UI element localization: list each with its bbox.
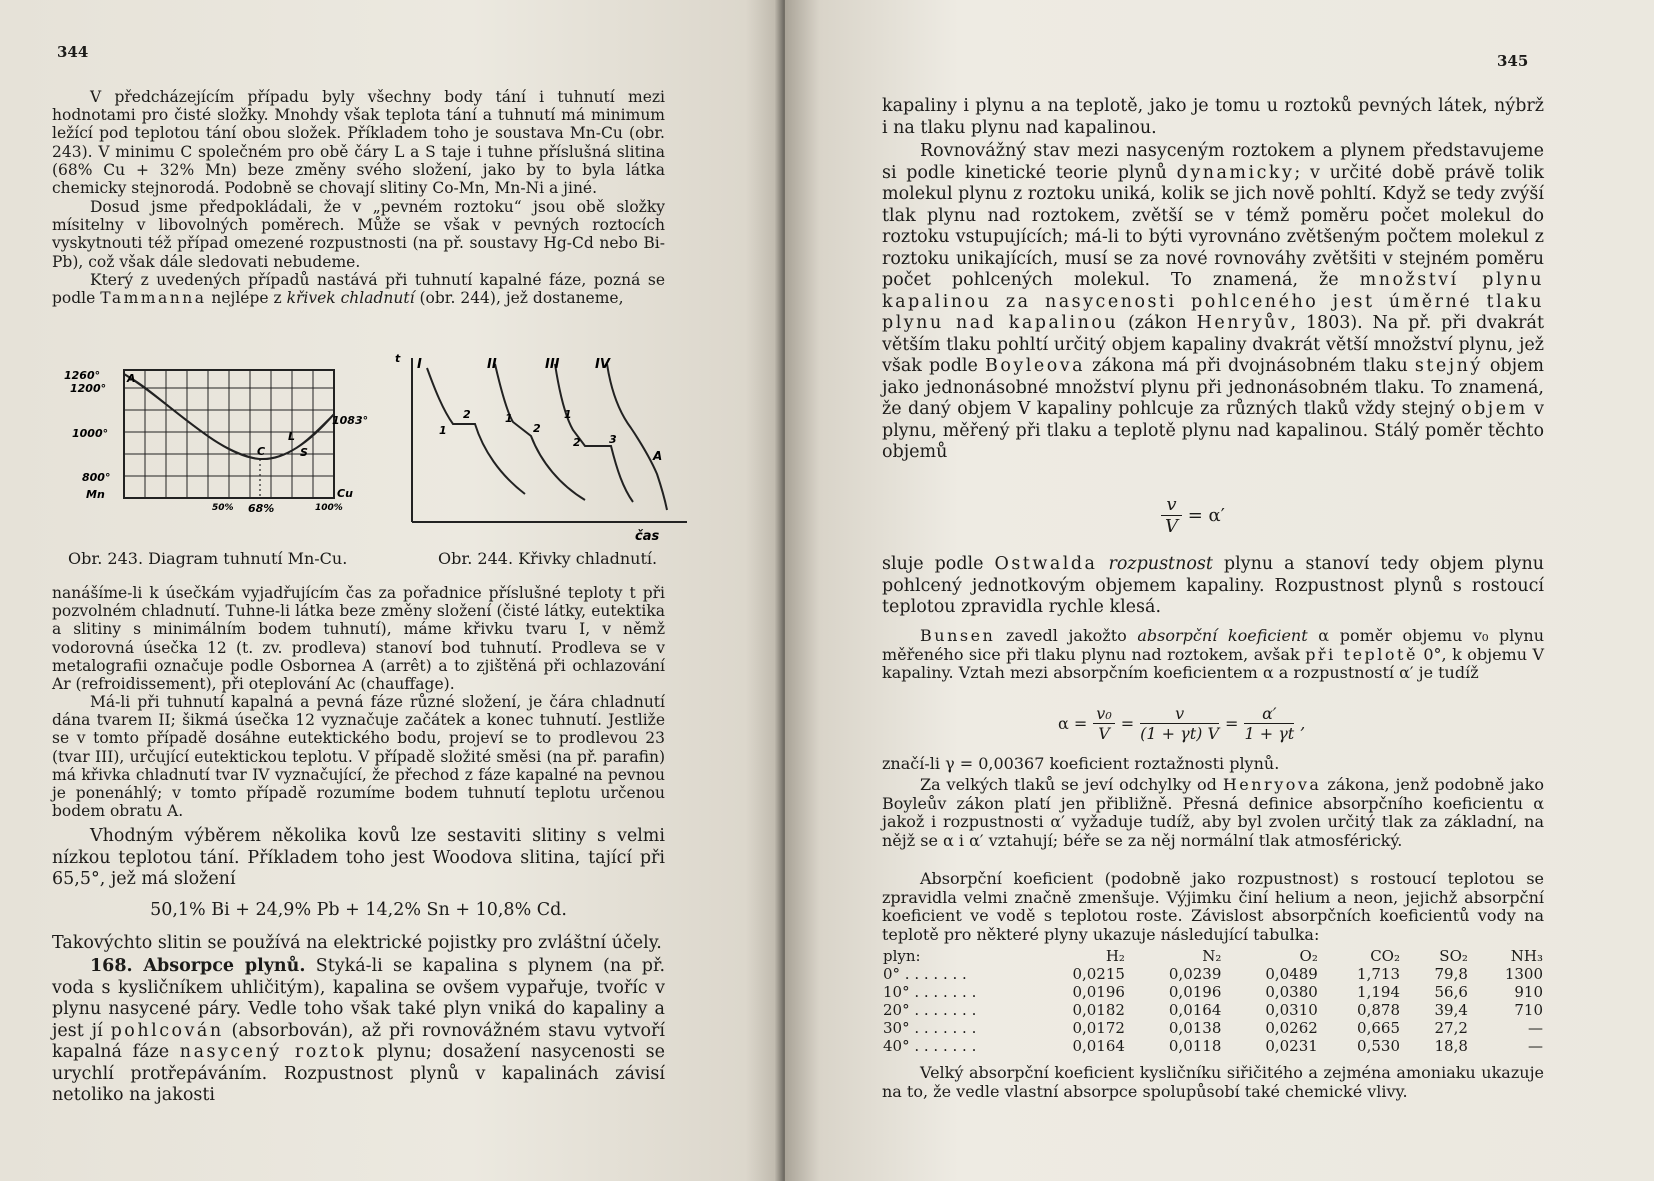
table-header-row <box>877 947 1549 965</box>
fig244-label: 2 <box>533 422 541 435</box>
fig244-label: I <box>417 357 422 372</box>
table-cell: 0,0231 <box>1265 1037 1318 1055</box>
fig243-label: 1000° <box>72 427 109 440</box>
table-cell: 39,4 <box>1434 1001 1468 1019</box>
table-cell: 79,8 <box>1434 965 1468 983</box>
fig244-label: 1 <box>439 424 447 437</box>
table-cell: 10° . . . . . . . <box>883 983 977 1001</box>
table-header: O₂ <box>1299 947 1318 965</box>
fig243-label: C <box>257 445 266 458</box>
paragraph: Vhodným výběrem několika kovů lze sestaviti slitiny s velmi nízkou teplotou tání. Příkladem toho jest Woodova slitina, tající při 65,5°, jež má složení <box>52 826 665 889</box>
table-header: N₂ <box>1202 947 1222 965</box>
paragraph: Který z uvedených případů nastává při tuhnutí kapalné fáze, pozná se podle Tammanna nejlépe z křivek chladnutí (obr. 244), jež dostaneme, <box>52 271 665 308</box>
paragraph: Absorpční koeficient (podobně jako rozpustnost) s rostoucí teplotou se zpravidla velmi značně zmenšuje. Výjimku činí helium a neon, jejichž absorpční koeficient ve vodě s teplotou roste. Závislost absorpčních koeficientů vody na teplotě pro některé plyny ukazuje následující tabulka: <box>882 869 1544 944</box>
table-cell: 1300 <box>1504 965 1543 983</box>
section-title: 168. Absorpce plynů. <box>90 956 306 976</box>
table-cell: 0,0138 <box>1168 1019 1222 1037</box>
fig243-label: 50% <box>212 503 234 513</box>
page-number: 344 <box>57 43 89 61</box>
paragraph: Dosud jsme předpokládali, že v „pevném roztoku“ jsou obě složky mísitelny v libovolných poměrech. Může se však v pevných roztocích vyskytnouti též případ omezené rozpustnosti (na př. soustavy Hg-Cd nebo Bi-Pb), což však dále sledovati nebudeme. <box>52 198 665 271</box>
fig244-label: IV <box>595 357 610 372</box>
table-cell: 0° . . . . . . . <box>883 965 967 983</box>
figure-caption: Obr. 244. Křivky chladnutí. <box>438 549 658 568</box>
formula: 50,1% Bi + 24,9% Pb + 14,2% Sn + 10,8% Cd. <box>150 900 567 920</box>
table-cell: 0,0380 <box>1265 983 1318 1001</box>
table-cell: 1,194 <box>1357 983 1400 1001</box>
table-cell: 40° . . . . . . . <box>883 1037 977 1055</box>
table-header: NH₃ <box>1510 947 1543 965</box>
table-cell: — <box>1528 1019 1543 1037</box>
table-cell: 56,6 <box>1434 983 1468 1001</box>
figure-244-cooling-curves <box>395 350 695 540</box>
fig244-label: II <box>487 357 497 372</box>
absorption-table <box>877 947 1549 1055</box>
left-page <box>0 0 785 1181</box>
table-cell: 30° . . . . . . . <box>883 1019 977 1037</box>
paragraph: sluje podle Ostwalda rozpustnost plynu a stanoví tedy objem plynu pohlcený jednotkovým objemem kapaliny. Rozpustnost plynů s rostoucí teplotou zpravidla rychle klesá. <box>882 554 1544 617</box>
table-cell: 0,0182 <box>1072 1001 1125 1019</box>
table-cell: 0,0215 <box>1072 965 1125 983</box>
table-cell: 0,0172 <box>1072 1019 1125 1037</box>
table-row <box>877 1019 1549 1037</box>
fig243-label: Cu <box>337 487 353 500</box>
paragraph: nanášíme-li k úsečkám vyjadřujícím čas za pořadnice příslušné teploty t při pozvolném chladnutí. Tuhne-li látka beze změny složení (čisté látky, eutektika a slitiny s minimálním bodem tuhnutí), máme křivku tvaru I, v němž vodorovná úsečka 12 (t. zv. prodleva) stanoví bod tuhnutí. Prodleva se v metalografii označuje podle Osbornea A (arrêt) a to zjištěná při ochlazování Ar (refroidissement), při oteplování Ac (chauffage). <box>52 584 665 694</box>
paragraph: Za velkých tlaků se jeví odchylky od Henryova zákona, jenž podobně jako Boyleův zákon platí jen přibližně. Přesná definice absorpčního koeficientu α jakož i rozpustnosti α′ vyžaduje tudíž, aby byl zvolen určitý tlak za základní, na nějž se α i α′ vztahují; béře se za něj normální tlak atmosférický. <box>882 775 1545 850</box>
table-cell: 0,0164 <box>1168 1001 1222 1019</box>
table-cell: — <box>1528 1037 1543 1055</box>
fig244-label: A <box>653 449 663 463</box>
fig244-label: 2 <box>463 408 471 421</box>
fig243-label: A <box>127 372 136 385</box>
table-cell: 27,2 <box>1434 1019 1468 1037</box>
paragraph: Takovýchto slitin se používá na elektrické pojistky pro zvláštní účely. <box>52 933 662 953</box>
table-header: H₂ <box>1105 947 1125 965</box>
fig244-label: t <box>395 352 401 365</box>
figure-caption: Obr. 243. Diagram tuhnutí Mn-Cu. <box>68 549 348 568</box>
fig244-label: 3 <box>609 433 617 446</box>
figure-243-diagram <box>60 362 370 542</box>
paragraph: 168. Absorpce plynů. Styká-li se kapalina s plynem (na př. voda s kysličníkem uhličitým), kapalina se ovšem vypařuje, tvoříc v plynu nasycené páry. Vedle toho však také plyn vniká do kapaliny a jest jí pohlcován (absorbován), až při rovnovážném stavu vytvoří kapalná fáze nasycený roztok plynu; dosažení nasycenosti se urychlí protřepáváním. Rozpustnost plynů v kapalinách závisí netoliko na jakosti <box>52 956 666 1105</box>
paragraph: značí-li γ = 0,00367 koeficient roztažnosti plynů. <box>882 754 1280 773</box>
table-header: SO₂ <box>1439 947 1468 965</box>
table-cell: 0,0196 <box>1072 983 1125 1001</box>
table-row <box>877 983 1549 1001</box>
fig243-label: Mn <box>86 488 105 501</box>
table-cell: 0,0310 <box>1265 1001 1318 1019</box>
fig243-label: S <box>300 446 308 459</box>
table-cell: 1,713 <box>1357 965 1400 983</box>
table-cell: 0,0489 <box>1265 965 1318 983</box>
equation-alpha-prime: $\frac{v}{V}$ = α′ <box>1161 494 1225 537</box>
paragraph: Má-li při tuhnutí kapalná a pevná fáze různé složení, je čára chladnutí dána tvarem II; šikmá úsečka 12 vyznačuje začátek a konec tuhnutí. Jestliže se v tomto případě dosáhne eutektického bodu, projeví se to prodlevou 23 (tvar III), určující eutektickou teplotu. V případě složité směsi (na př. parafin) má křivka chladnutí tvar IV vyznačující, že přechod z fáze kapalné na pevnou je ponenáhlý; v tomto případě rozumíme bodem tuhnutí teplotu určenou bodem obratu A. <box>52 693 665 821</box>
fig244-label: 2 <box>573 436 581 449</box>
paragraph: Velký absorpční koeficient kysličníku siřičitého a zejména amoniaku ukazuje na to, že vedle vlastní absorpce spolupůsobí také chemické vlivy. <box>882 1063 1544 1101</box>
table-cell: 0,530 <box>1357 1037 1400 1055</box>
paragraph: kapaliny i plynu a na teplotě, jako je tomu u roztoků pevných látek, nýbrž i na tlaku plynu nad kapalinou. <box>882 96 1544 138</box>
fig244-label: III <box>545 357 560 372</box>
table-cell: 0,878 <box>1357 1001 1400 1019</box>
table-cell: 20° . . . . . . . <box>883 1001 977 1019</box>
fig243-label: L <box>288 430 296 443</box>
table-header: plyn: <box>883 947 921 965</box>
table-row <box>877 965 1549 983</box>
fig244-label: 1 <box>564 408 572 421</box>
table-cell: 0,0239 <box>1168 965 1222 983</box>
table-cell: 0,0118 <box>1168 1037 1222 1055</box>
fig243-label: 100% <box>315 503 343 513</box>
right-page <box>785 0 1654 1181</box>
fig244-label: čas <box>635 529 660 540</box>
fig243-label: 68% <box>248 502 275 515</box>
paragraph: Bunsen zavedl jakožto absorpční koeficient α poměr objemu v₀ plynu měřeného sice při tlaku plynu nad roztokem, avšak při teplotě 0°, k objemu V kapaliny. Vztah mezi absorpčním koeficientem α a rozpustností α′ je tudíž <box>882 626 1545 683</box>
equation-absorption: α = $\frac{\text{v₀}}{V}$ = $\frac{v}{(1 + \gamma t) V}$ = $\frac{\alpha'}{1 + \gamma t}$ , <box>1058 704 1306 743</box>
table-cell: 18,8 <box>1434 1037 1468 1055</box>
fig243-label: 1260° <box>64 369 101 382</box>
table-cell: 910 <box>1514 983 1543 1001</box>
page-number: 345 <box>1497 52 1529 70</box>
table-cell: 0,0262 <box>1265 1019 1318 1037</box>
paragraph: Rovnovážný stav mezi nasyceným roztokem a plynem představujeme si podle kinetické teorie plynů dynamicky; v určité době právě tolik molekul plynu z roztoku uniká, kolik se jich nově pohltí. Když se tedy zvýší tlak plynu nad roztokem, zvětší se v témž poměru počet molekul do roztoku vstupujících; má-li to býti vyrovnáno zvětšeným počtem molekul z roztoku unikajících, musí se za nové rovnováhy zvětšiti v stejném poměru počet pohlcených molekul. To znamená, že množství plynu kapalinou za nasycenosti pohlceného jest úměrné tlaku plynu nad kapalinou (zákon Henryův, 1803). Na př. při dvakrát větším tlaku pohltí určitý objem kapaliny dvakrát větší množství plynu, jež však podle Boyleova zákona má při dvojnásobném tlaku stejný objem jako jednonásobné množství plynu při jednonásobném tlaku. To znamená, že daný objem V kapaliny pohlcuje za různých tlaků vždy stejný objem v plynu, měřený při tlaku a teplotě plynu nad kapalinou. Stálý poměr těchto objemů <box>882 141 1544 462</box>
fig243-label: 800° <box>82 471 111 484</box>
table-cell: 710 <box>1514 1001 1543 1019</box>
fig243-label: 1083° <box>332 414 369 427</box>
table-cell: 0,0196 <box>1168 983 1222 1001</box>
table-row <box>877 1001 1549 1019</box>
table-row <box>877 1037 1549 1055</box>
fig244-label: 1 <box>505 412 513 425</box>
table-header: CO₂ <box>1370 947 1400 965</box>
paragraph: V předcházejícím případu byly všechny body tání i tuhnutí mezi hodnotami pro čisté složky. Mnohdy však teplota tání a tuhnutí má minimum ležící pod teplotou tání obou složek. Příkladem toho je soustava Mn-Cu (obr. 243). V minimu C společném pro obě čáry L a S taje i tuhne příslušná slitina (68% Cu + 32% Mn) beze změny svého složení, jako by to byla látka chemicky stejnorodá. Podobně se chovají slitiny Co-Mn, Mn-Ni a jiné. <box>52 88 665 198</box>
table-cell: 0,0164 <box>1072 1037 1125 1055</box>
table-cell: 0,665 <box>1357 1019 1400 1037</box>
fig243-label: 1200° <box>70 382 107 395</box>
